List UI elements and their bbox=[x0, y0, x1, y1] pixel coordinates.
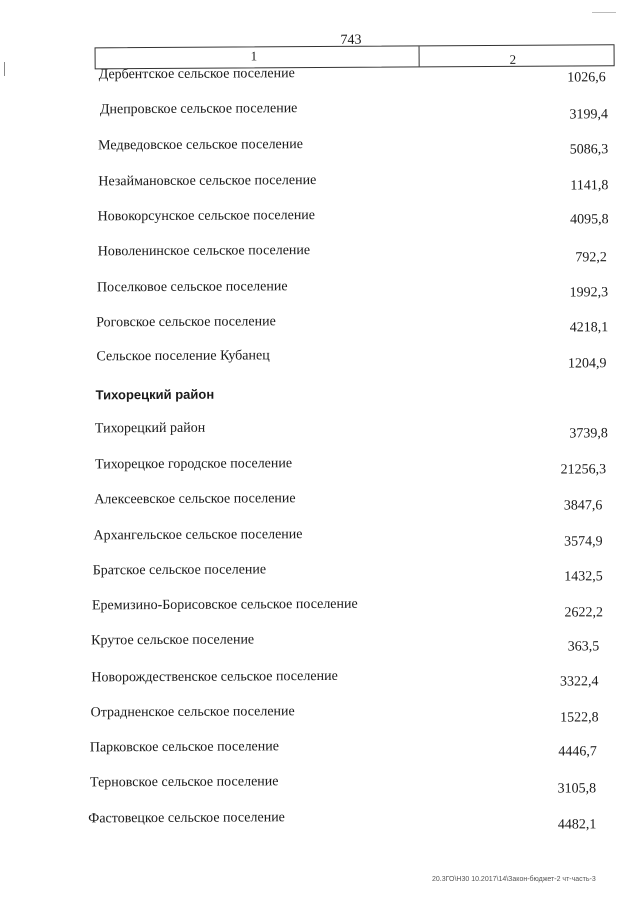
table-row bbox=[0, 206, 639, 230]
table-row bbox=[0, 99, 638, 123]
table-row bbox=[0, 171, 638, 195]
row-value: 3105,8 bbox=[557, 781, 597, 797]
section-title: Тихорецкий район bbox=[95, 386, 215, 403]
row-value: 4446,7 bbox=[558, 744, 597, 760]
row-value: 3322,4 bbox=[559, 674, 599, 690]
row-name: Новорождественское сельское поселение bbox=[91, 668, 338, 686]
row-value: 1204,9 bbox=[567, 356, 607, 372]
table-row bbox=[0, 418, 640, 442]
row-value: 3739,8 bbox=[569, 426, 608, 442]
row-name: Тихорецкий район bbox=[94, 420, 206, 437]
table-row bbox=[0, 346, 639, 370]
row-name: Еремизино-Борисовское сельское поселение bbox=[91, 596, 358, 614]
row-name: Фастовецкое сельское поселение bbox=[88, 810, 285, 827]
header-col1-label: 1 bbox=[250, 48, 258, 64]
table-row bbox=[0, 241, 639, 265]
page-number: 743 bbox=[340, 32, 362, 48]
row-name: Алексеевское сельское поселение bbox=[94, 491, 296, 508]
row-value: 1141,8 bbox=[570, 178, 609, 194]
row-value: 2622,2 bbox=[564, 605, 604, 621]
row-value: 4482,1 bbox=[557, 817, 597, 833]
table-row bbox=[0, 525, 640, 549]
row-name: Незаймановское сельское поселение bbox=[98, 173, 317, 190]
table-row bbox=[0, 64, 638, 88]
row-value: 4218,1 bbox=[569, 320, 609, 336]
table-row bbox=[1, 630, 640, 654]
table-row bbox=[2, 808, 640, 832]
row-name: Сельское поселение Кубанец bbox=[96, 348, 270, 365]
row-name: Парковское сельское поселение bbox=[89, 739, 279, 756]
scan-mark bbox=[592, 12, 616, 13]
row-value bbox=[517, 384, 607, 385]
row-name: Новокорсунское сельское поселение bbox=[97, 208, 316, 225]
table-row bbox=[1, 595, 640, 619]
row-value: 3847,6 bbox=[563, 498, 603, 514]
row-name: Отрадненское сельское поселение bbox=[90, 704, 295, 721]
table-row bbox=[1, 667, 640, 691]
row-value: 1992,3 bbox=[569, 285, 609, 301]
row-value: 1522,8 bbox=[560, 710, 599, 726]
table-row bbox=[2, 737, 640, 761]
table-row bbox=[0, 312, 639, 336]
row-value: 1026,6 bbox=[567, 70, 606, 86]
row-value: 3574,9 bbox=[564, 534, 603, 550]
document-footer: 20.3ГО\Н30 10.2017\14\Закон-бюджет-2 чт-часть-3 bbox=[432, 876, 596, 883]
row-name: Дербентское сельское поселение bbox=[98, 66, 295, 83]
table-row bbox=[0, 454, 640, 478]
table-row bbox=[2, 702, 640, 726]
table-row bbox=[1, 560, 640, 584]
row-value: 792,2 bbox=[575, 250, 607, 266]
row-name: Братское сельское поселение bbox=[92, 562, 267, 579]
row-name: Роговское сельское поселение bbox=[96, 314, 276, 331]
row-value: 1432,5 bbox=[564, 569, 603, 585]
row-name: Терновское сельское поселение bbox=[89, 774, 279, 791]
row-value: 3199,4 bbox=[569, 107, 609, 123]
header-col2-label: 2 bbox=[509, 51, 517, 67]
row-name: Тихорецкое городское поселение bbox=[95, 456, 293, 473]
table-row bbox=[0, 277, 639, 301]
scan-mark bbox=[4, 62, 5, 76]
section-heading bbox=[0, 384, 640, 408]
row-name: Архангельское сельское поселение bbox=[93, 527, 303, 544]
row-name: Новоленинское сельское поселение bbox=[97, 243, 311, 260]
table-row bbox=[2, 772, 640, 796]
row-value: 5086,3 bbox=[569, 142, 609, 158]
row-name: Днепровское сельское поселение bbox=[99, 101, 298, 118]
row-value: 4095,8 bbox=[570, 212, 609, 228]
row-name: Крутое сельское поселение bbox=[91, 632, 255, 649]
table-row bbox=[0, 489, 640, 513]
row-name: Поселковое сельское поселение bbox=[96, 279, 288, 296]
table-row bbox=[0, 135, 638, 159]
row-name: Медведовское сельское поселение bbox=[98, 137, 303, 154]
row-value: 21256,3 bbox=[560, 462, 607, 478]
row-value: 363,5 bbox=[567, 639, 600, 655]
